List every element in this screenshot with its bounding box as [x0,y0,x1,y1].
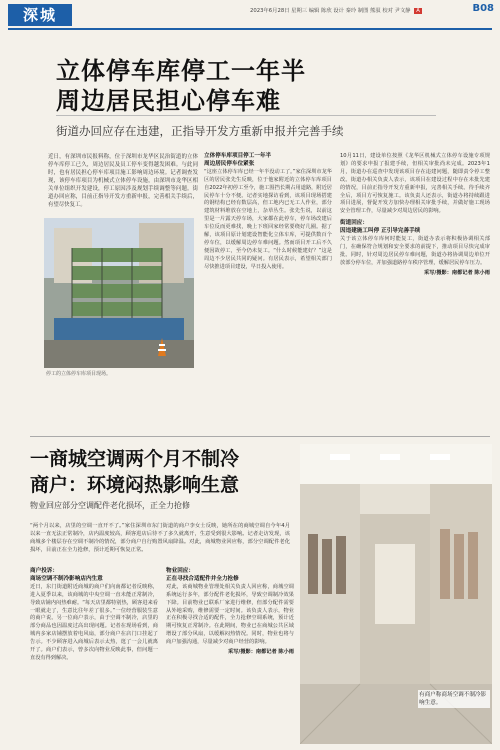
article1-sign: 采写/摄影：南都记者 陈小雨 [424,269,490,276]
article2-col2-body: 对此，该商城物业管理处相关负责人回应称，商城空调系统运行多年，部分配件老化损坏，导致空调制冷效果下降。目前物业已联系厂家进行维修，但部分配件需要从外地采购，维修需要一定时间。该负责人表示，物业正在积极寻找合适的配件，全力抢修空调系统，预计近期可恢复正常制冷。在此期间，物业已在商城公共区域增设了部分风扇，以缓解闷热情况。同时，物业也将与商户加强沟通，尽量减少对商户经营的影响。 [166,583,294,646]
article1-photo-caption: 停工的立体停车库项目现场。 [46,371,112,377]
issue-date-editors: 2023年6月28日 星期三 编辑 陈欣 设计 秦玲 制图 熊驭 校对 尹文静 [250,8,411,14]
article1-col3-body: 10月11日，建设单位按照《龙华区机械式立体停车设施专项规划》的要求申报了报建手续，但相关审批尚未完成。2023年1月，街道办在巡查中发现该项目存在违建问题，随即责令停工整改。街道办相关负责人表示，该项目在建设过程中存在未批先建的情况，目前正指导开发方重新申报，完善相关手续。待手续齐全后，项目方可恢复施工。该负责人还表示，街道办将持续跟进项目进展，督促开发方加快办理相关审批手续，并做好施工现场安全管理工作，尽量减少对周边居民的影响。 [340,153,490,215]
article1-subhead: 街道办回应存在违建，正指导开发方重新申报并完善手续 [56,124,344,138]
article1-lead: 近日，有深圳市民报料称，位于深圳市龙华区民治街道的立体停车库停工已久，周边居民及员工停车变得越发困难。与此同时，也有居民担心停车库项目施工影响周边环境。记者调查发现，该停车库项目为机械式立体停车设施，由深圳市龙华区相关单位组织开发建设，停工原因涉及规划手续调整等问题。街道办回应称，目前正指导开发方重新申报，完善相关手续后，有望尽快复工。 [48,154,198,208]
article2-col1-body: 近日，东门街道附近商城的商户们向南都记者反映称，进入夏季以来，该商城的中央空调一直未能正常制冷，导致店铺内闷热难耐。“每天店里都特别热，顾客进来看一眼就走了，生意比往年差了很多。”一位经营服装生意的商户说。另一位商户表示，由于空调不制冷，店里的部分商品也因温度过高出现问题。记者在现场看到，商城内多家店铺摆放着电风扇，部分商户在店门口挂起了告示。不少顾客进入商城后表示太热，逛了一会儿就离开了。商户们表示，曾多次向物业反映此事，但问题一直没有得到解决。 [30,583,158,661]
article2-col1-title: 商户投诉： [30,568,58,574]
parking-garage-photo [44,218,194,368]
article2-photo-caption: 有商户称商场空调不制冷影响生意。 [418,690,490,708]
article1-column2 [204,153,332,272]
article1-col3-title: 街道回应： [340,220,368,227]
article2-subhead: 物业回应部分空调配件老化损坏，正全力抢修 [30,501,190,510]
article2-col1-title2: 商场空调不制冷影响店内生意 [30,575,103,582]
section-tab[interactable]: 深城 [8,4,72,26]
article1-headline [56,56,456,116]
article1-headline-line1: 立体停车库停工一年半 [56,56,306,85]
article1-col2-title2: 周边居民停车位紧张 [204,160,255,167]
article1-col3-body2: 关于该立体停车库何时能复工，街道办表示将积极协调相关部门，在确保符合规划和安全要求的前提下，推动项目尽快完成审批。同时，针对周边居民停车难问题，街道办将协调周边单位开放部分停车位，并加强道路停车秩序管理，缓解居民停车压力。 [340,236,490,266]
article1-rule [56,115,436,116]
page-number: B08 [472,3,494,14]
article2-headline-line1: 一商城空调两个月不制冷 [30,448,240,470]
masthead-rule [8,28,492,30]
masthead [0,0,500,30]
article2-col2-title: 物业回应： [166,568,194,574]
article2-col2-title2: 正在寻找合适配件并全力抢修 [166,575,239,582]
article2-sign: 采写/摄影：南都记者 陈小雨 [228,649,294,656]
article1-column3 [340,153,490,278]
article2-headline-line2: 商户：环境闷热影响生意 [30,474,240,496]
parking-garage-illustration [44,218,194,368]
article1-headline-line2: 周边居民担心停车难 [56,86,281,115]
article2-column1 [30,568,158,663]
issue-line [250,6,486,16]
article1-col2-title: 立体停车库项目停工一年半 [204,153,272,159]
article1-col3-title2: 因违建施工叫停 正引导完善手续 [340,228,421,235]
issue-tag: A [416,8,420,14]
article2-lead: “两个月以来，店里的空调一直开不了。”家住深圳市东门街道的商户李女士反映，她所在的商城空调自今年4月以来一直无法正常制冷，店内温度较高，顾客进店后待不了多久就离开，生意受到很大影响。记者走访发现，该商城多个楼层存在空调不制冷的情况，部分商户自行购置风扇降温。对此，商城物业回应称，部分空调配件老化损坏，目前正在全力抢修，预计近期可恢复正常。 [30,523,290,553]
article1-col2-body: “这座立体停车库已经一年半没动工了。”家住深圳市龙华区的居民张先生反映，位于他家附近的立体停车库项目自2022年初停工至今，施工围挡长期占用道路，附近居民停车十分不便。记者实地探访看到，该项目现场搭建的钢结构已经有数层高，但工地内已无工人作业，部分建筑材料堆放在空地上，杂草丛生。张先生说，以前这里是一片露天停车场，大家都在此停车，停车场改建后车位反而更难找，晚上下班回家经常要绕好几圈。据了解，该项目原计划建设智能化立体车库，可提供数百个停车位，以缓解周边停车难问题。然而项目开工后不久便因故停工，至今仍未复工。“什么时候能建好？”这是周边不少居民共同的疑问。有居民表示，希望相关部门尽快推进项目建设，早日投入使用。 [204,168,332,270]
article2-column2 [166,568,294,657]
article-divider [30,436,490,437]
